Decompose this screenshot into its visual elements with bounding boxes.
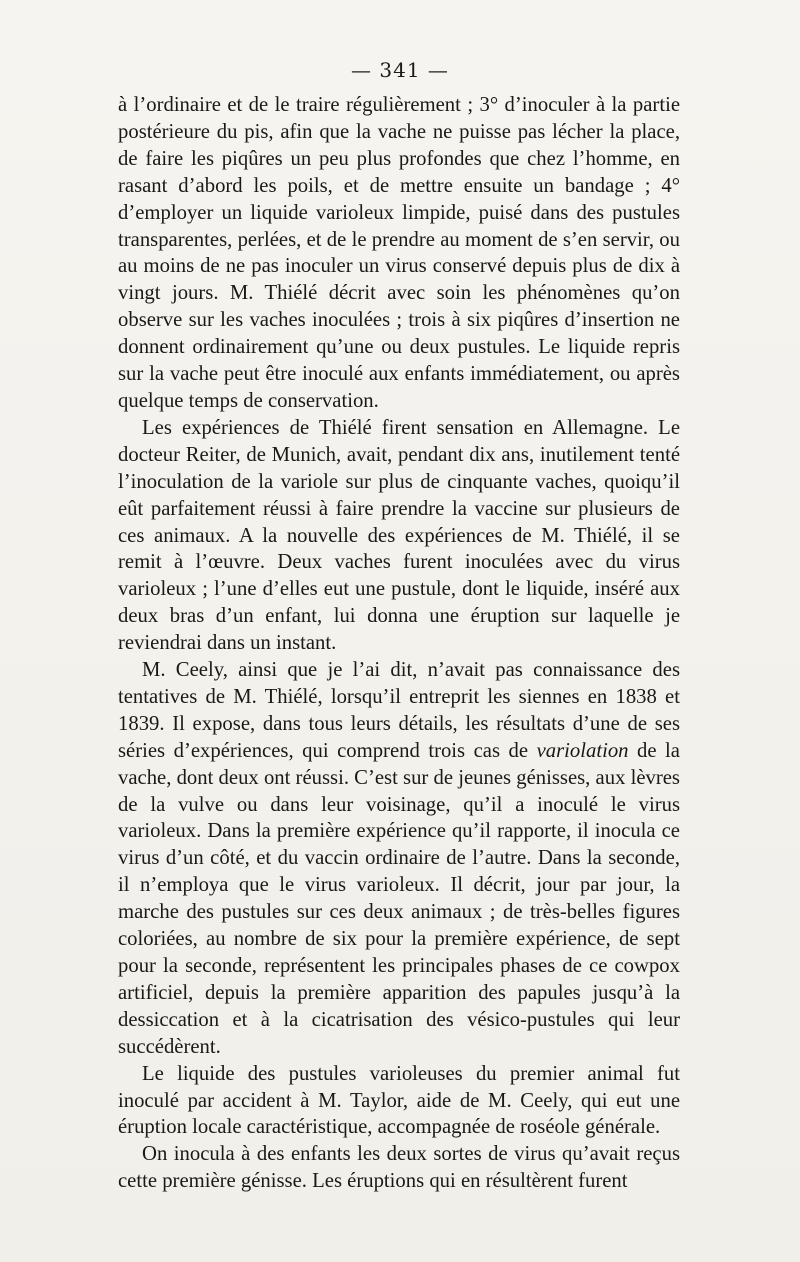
body-text [118, 92, 680, 1195]
page-number: — 341 — [351, 58, 449, 82]
paragraph-text: M. Ceely, ainsi que je l’ai dit, n’avait pas connaissance des tentatives de M. Thiélé, lorsqu’il entreprit les siennes en 1838 et 1839. Il expose, dans tous leurs détails, les résultats d’une de ses séries d’expériences, qui comprend trois cas de [118, 659, 680, 762]
paragraph-3 [118, 657, 680, 1061]
paragraph-5 [118, 1141, 680, 1195]
paragraph-4 [118, 1061, 680, 1142]
paragraph-text: de la vache, dont deux ont réussi. C’est sur de jeunes génisses, aux lèvres de la vulve ou dans leur voisinage, qu’il a inoculé le virus varioleux. Dans la première expérience qu’il rapporte, il inocula ce virus d’un côté, et du vaccin ordinaire de l’autre. Dans la seconde, il n’employa que le virus varioleux. Il décrit, jour par jour, la marche des pustules sur ces deux animaux ; de très-belles figures coloriées, au nombre de six pour la première expérience, de sept pour la seconde, représentent les principales phases de ce cowpox artificiel, depuis la première apparition des papules jusqu’à la dessiccation et à la cicatrisation des vésico-pustules qui leur succédèrent. [118, 739, 680, 1058]
paragraph-2 [118, 415, 680, 657]
paragraph-text: à l’ordinaire et de le traire régulièrement ; 3° d’inoculer à la partie postérieure du pis, afin que la vache ne puisse pas lécher la place, de faire les piqûres un peu plus profondes que chez l’homme, en rasant d’abord les poils, et de mettre ensuite un bandage ; 4° d’employer un liquide varioleux limpide, puisé dans des pustules transparentes, perlées, et de le prendre au moment de s’en servir, ou au moins de ne pas inoculer un virus conservé depuis plus de dix à vingt jours. M. Thiélé décrit avec soin les phénomènes qu’on observe sur les vaches inoculées ; trois à six piqûres d’insertion ne donnent ordinairement qu’une ou deux pustules. Le liquide repris sur la vache peut être inoculé aux enfants immédiatement, ou après quelque temps de conservation. [118, 94, 680, 412]
paragraph-text: On inocula à des enfants les deux sortes de virus qu’avait reçus cette première génisse. Les éruptions qui en résultèrent furent [118, 1143, 680, 1193]
paragraph-text: Le liquide des pustules varioleuses du premier animal fut inoculé par accident à M. Taylor, aide de M. Ceely, qui eut une éruption locale caractéristique, accompagnée de roséole générale. [118, 1062, 680, 1139]
italic-term: variolation [536, 739, 629, 762]
paragraph-1 [118, 92, 680, 415]
paragraph-text: Les expériences de Thiélé firent sensation en Allemagne. Le docteur Reiter, de Munich, avait, pendant dix ans, inutilement tenté l’inoculation de la variole sur plus de cinquante vaches, quoiqu’il eût parfaitement réussi à faire prendre la vaccine sur plusieurs de ces animaux. A la nouvelle des expériences de M. Thiélé, il se remit à l’œuvre. Deux vaches furent inoculées avec du virus varioleux ; l’une d’elles eut une pustule, dont le liquide, inséré aux deux bras d’un enfant, lui donna une éruption sur laquelle je reviendrai dans un instant. [118, 416, 680, 655]
